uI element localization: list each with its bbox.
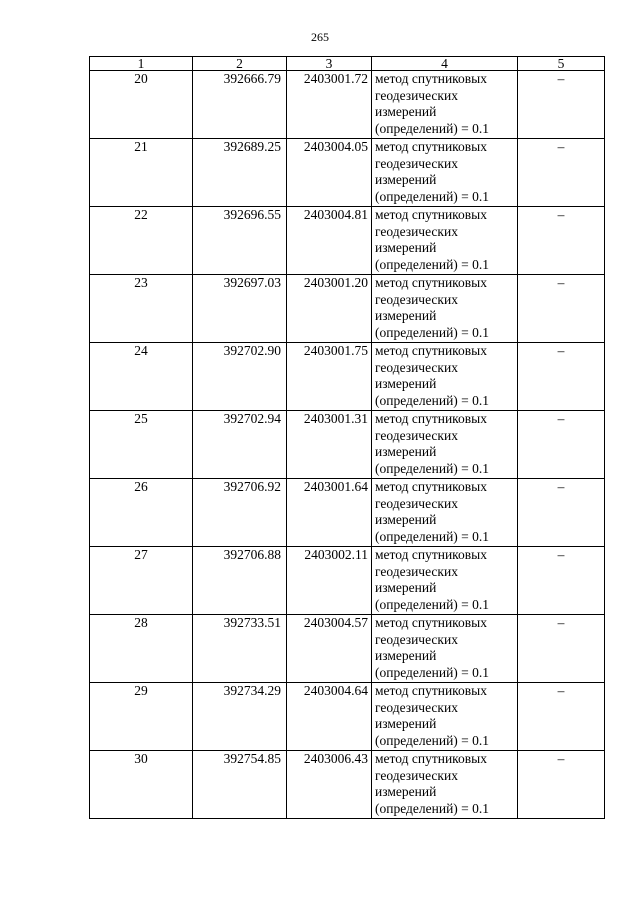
column-header-5: 5: [518, 57, 605, 71]
x-coordinate-cell: 392733.51: [193, 615, 287, 683]
y-coordinate-cell: 2403004.05: [287, 139, 372, 207]
x-coordinate-cell: 392754.85: [193, 751, 287, 819]
y-coordinate-cell: 2403002.11: [287, 547, 372, 615]
column-header-1: 1: [90, 57, 193, 71]
point-number-cell: 28: [90, 615, 193, 683]
point-number-cell: 27: [90, 547, 193, 615]
y-coordinate-cell: 2403001.64: [287, 479, 372, 547]
point-number-cell: 29: [90, 683, 193, 751]
table-row: [90, 615, 605, 683]
table-header-row: [90, 57, 605, 71]
method-cell: метод спутниковых геодезических измерений (определений) = 0.1: [372, 751, 518, 819]
x-coordinate-cell: 392706.88: [193, 547, 287, 615]
note-cell: –: [518, 547, 605, 615]
page-number: 265: [311, 30, 329, 44]
column-header-2: 2: [193, 57, 287, 71]
method-cell: метод спутниковых геодезических измерений (определений) = 0.1: [372, 683, 518, 751]
y-coordinate-cell: 2403004.81: [287, 207, 372, 275]
table-row: [90, 139, 605, 207]
x-coordinate-cell: 392666.79: [193, 71, 287, 139]
point-number-cell: 23: [90, 275, 193, 343]
note-cell: –: [518, 479, 605, 547]
table-row: [90, 683, 605, 751]
x-coordinate-cell: 392734.29: [193, 683, 287, 751]
point-number-cell: 26: [90, 479, 193, 547]
point-number-cell: 21: [90, 139, 193, 207]
table-row: [90, 411, 605, 479]
table-body: [90, 71, 605, 819]
note-cell: –: [518, 139, 605, 207]
note-cell: –: [518, 751, 605, 819]
point-number-cell: 22: [90, 207, 193, 275]
method-cell: метод спутниковых геодезических измерений (определений) = 0.1: [372, 71, 518, 139]
note-cell: –: [518, 411, 605, 479]
method-cell: метод спутниковых геодезических измерений (определений) = 0.1: [372, 411, 518, 479]
table-row: [90, 71, 605, 139]
y-coordinate-cell: 2403001.20: [287, 275, 372, 343]
table-row: [90, 547, 605, 615]
note-cell: –: [518, 207, 605, 275]
x-coordinate-cell: 392702.90: [193, 343, 287, 411]
note-cell: –: [518, 683, 605, 751]
method-cell: метод спутниковых геодезических измерений (определений) = 0.1: [372, 275, 518, 343]
table-row: [90, 275, 605, 343]
method-cell: метод спутниковых геодезических измерений (определений) = 0.1: [372, 139, 518, 207]
point-number-cell: 30: [90, 751, 193, 819]
method-cell: метод спутниковых геодезических измерений (определений) = 0.1: [372, 343, 518, 411]
point-number-cell: 25: [90, 411, 193, 479]
note-cell: –: [518, 275, 605, 343]
x-coordinate-cell: 392706.92: [193, 479, 287, 547]
column-header-4: 4: [372, 57, 518, 71]
point-number-cell: 24: [90, 343, 193, 411]
note-cell: –: [518, 71, 605, 139]
x-coordinate-cell: 392696.55: [193, 207, 287, 275]
method-cell: метод спутниковых геодезических измерений (определений) = 0.1: [372, 207, 518, 275]
table-row: [90, 479, 605, 547]
y-coordinate-cell: 2403001.72: [287, 71, 372, 139]
table-row: [90, 207, 605, 275]
y-coordinate-cell: 2403004.64: [287, 683, 372, 751]
method-cell: метод спутниковых геодезических измерений (определений) = 0.1: [372, 615, 518, 683]
x-coordinate-cell: 392702.94: [193, 411, 287, 479]
note-cell: –: [518, 343, 605, 411]
point-number-cell: 20: [90, 71, 193, 139]
table-row: [90, 751, 605, 819]
y-coordinate-cell: 2403001.31: [287, 411, 372, 479]
method-cell: метод спутниковых геодезических измерений (определений) = 0.1: [372, 479, 518, 547]
y-coordinate-cell: 2403006.43: [287, 751, 372, 819]
coordinates-table: [89, 56, 605, 819]
y-coordinate-cell: 2403004.57: [287, 615, 372, 683]
y-coordinate-cell: 2403001.75: [287, 343, 372, 411]
x-coordinate-cell: 392689.25: [193, 139, 287, 207]
table-row: [90, 343, 605, 411]
note-cell: –: [518, 615, 605, 683]
column-header-3: 3: [287, 57, 372, 71]
method-cell: метод спутниковых геодезических измерений (определений) = 0.1: [372, 547, 518, 615]
x-coordinate-cell: 392697.03: [193, 275, 287, 343]
